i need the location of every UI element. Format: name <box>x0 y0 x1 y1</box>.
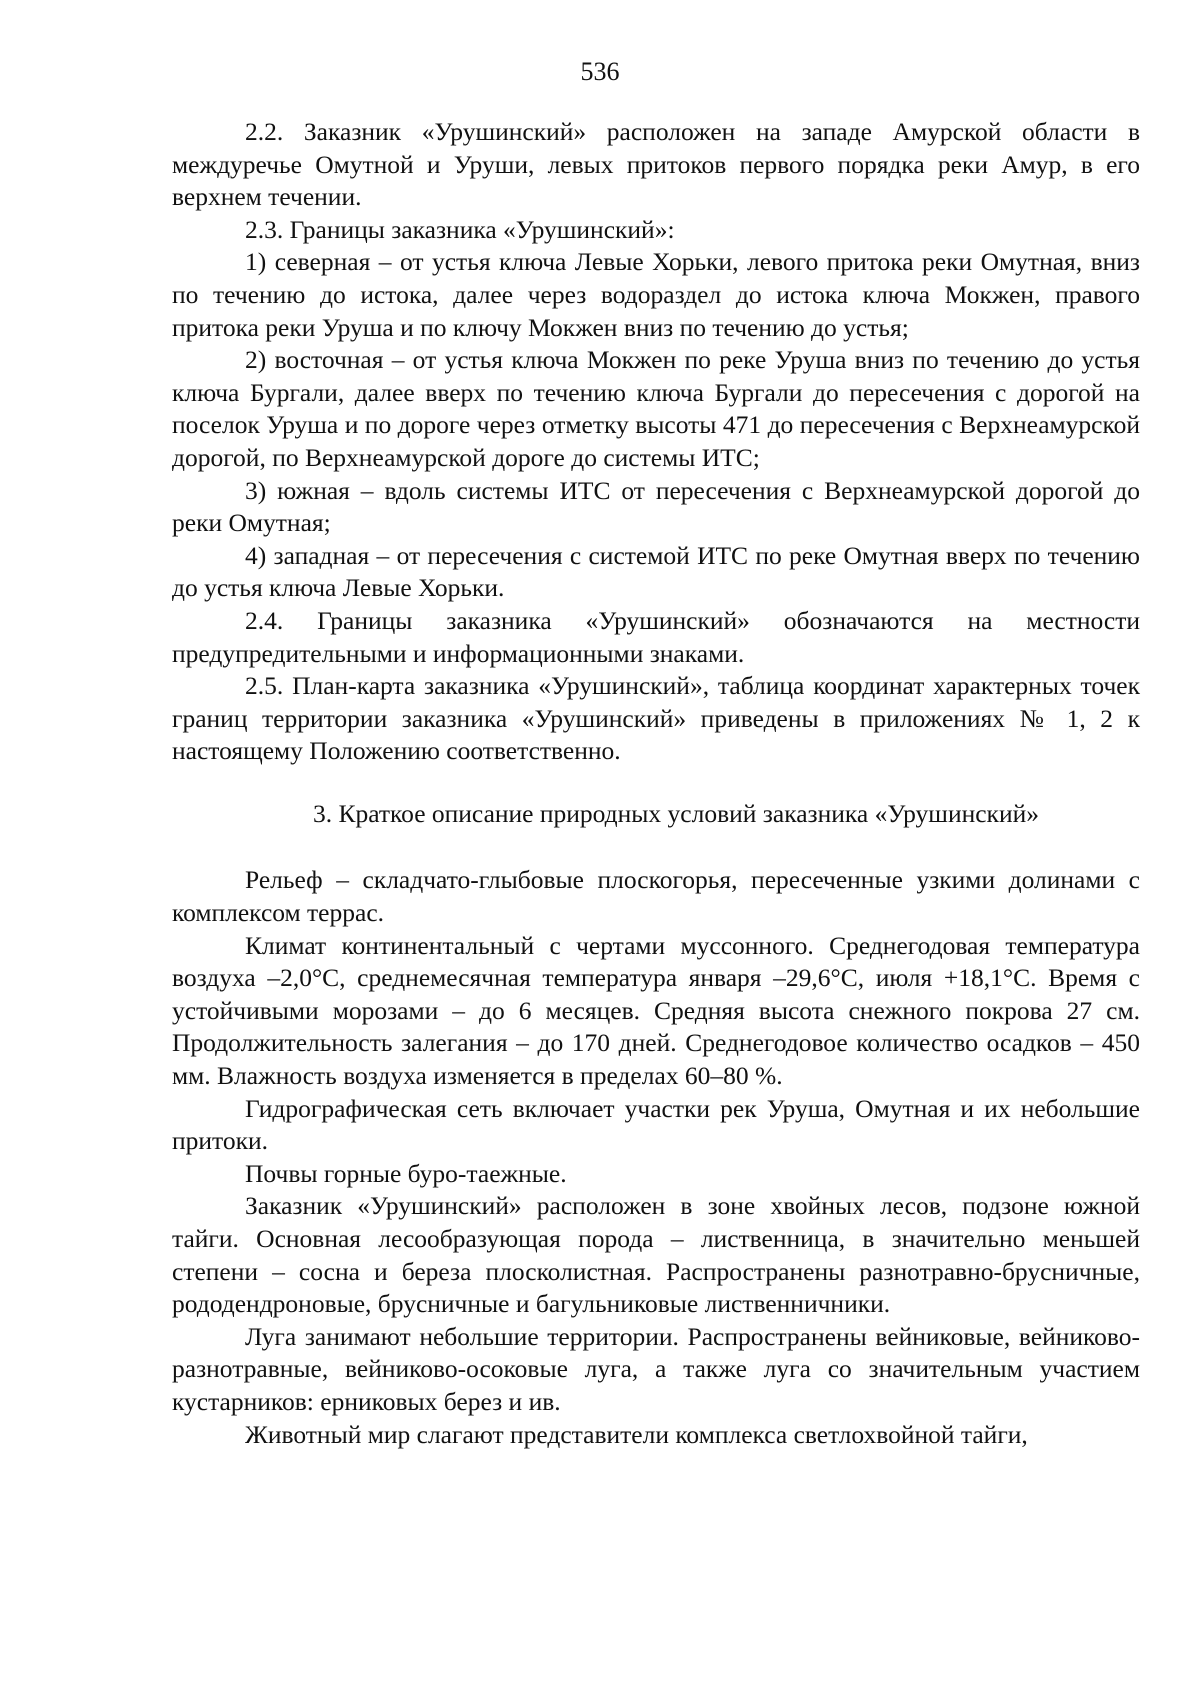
paragraph-soils: Почвы горные буро-таежные. <box>245 1158 567 1188</box>
paragraph-2-4: 2.4. Границы заказника «Урушинский» обозначаются на местности предупредительными и информационными знаками. <box>172 605 1140 668</box>
paragraph-forests: Заказник «Урушинский» расположен в зоне хвойных лесов, подзоне южной тайги. Основная лесообразующая порода – лиственница, в значительно меньшей степени – сосна и береза плосколистная. Распространены разнотравно-брусничные, рододендроновые, брусничные и багульниковые лиственничники. <box>172 1191 1140 1319</box>
paragraph-relief: Рельеф – складчато-глыбовые плоскогорья, пересеченные узкими долинами с комплексом террас. <box>172 865 1140 928</box>
paragraph-hydrography: Гидрографическая сеть включает участки рек Уруша, Омутная и их небольшие притоки. <box>172 1093 1140 1156</box>
paragraph-2-3: 2.3. Границы заказника «Урушинский»: <box>245 214 675 244</box>
paragraph-border-north: 1) северная – от устья ключа Левые Хорьки, левого притока реки Омутная, вниз по течению до истока, далее через водораздел до истока ключа Мокжен, правого притока реки Уруша и по ключу Мокжен вниз по течению до устья; <box>172 247 1140 342</box>
document-body <box>172 116 1140 1451</box>
paragraph-meadows: Луга занимают небольшие территории. Распространены вейниковые, вейниково-разнотравные, вейниково-осоковые луга, а также луга со значительным участием кустарников: ерниковых берез и ив. <box>172 1321 1140 1416</box>
paragraph-border-west: 4) западная – от пересечения с системой ИТС по реке Омутная вверх по течению до устья ключа Левые Хорьки. <box>172 540 1140 603</box>
paragraph-2-5: 2.5. План-карта заказника «Урушинский», таблица координат характерных точек границ территории заказника «Урушинский» приведены в приложениях № 1, 2 к настоящему Положению соответственно. <box>172 671 1140 766</box>
paragraph-2-2: 2.2. Заказник «Урушинский» расположен на западе Амурской области в междуречье Омутной и Уруши, левых притоков первого порядка реки Амур, в его верхнем течении. <box>172 117 1140 212</box>
paragraph-climate: Климат континентальный с чертами муссонного. Среднегодовая температура воздуха –2,0°С, среднемесячная температура января –29,6°С, июля +18,1°С. Время с устойчивыми морозами – до 6 месяцев. Средняя высота снежного покрова 27 см. Продолжительность залегания – до 170 дней. Среднегодовое количество осадков – 450 мм. Влажность воздуха изменяется в пределах 60–80 %. <box>172 930 1140 1091</box>
paragraph-border-south: 3) южная – вдоль системы ИТС от пересечения с Верхнеамурской дорогой до реки Омутная; <box>172 475 1140 538</box>
paragraph-fauna: Животный мир слагают представители комплекса светлохвойной тайги, <box>245 1419 1028 1449</box>
page-number: 536 <box>580 57 620 86</box>
section-heading: 3. Краткое описание природных условий заказника «Урушинский» <box>312 798 1039 828</box>
paragraph-border-east: 2) восточная – от устья ключа Мокжен по реке Уруша вниз по течению до устья ключа Бургали, далее вверх по течению ключа Бургали до пересечения с дорогой на поселок Уруша и по дороге через отметку высоты 471 до пересечения с Верхнеамурской дорогой, по Верхнеамурской дороге до системы ИТС; <box>172 345 1140 472</box>
